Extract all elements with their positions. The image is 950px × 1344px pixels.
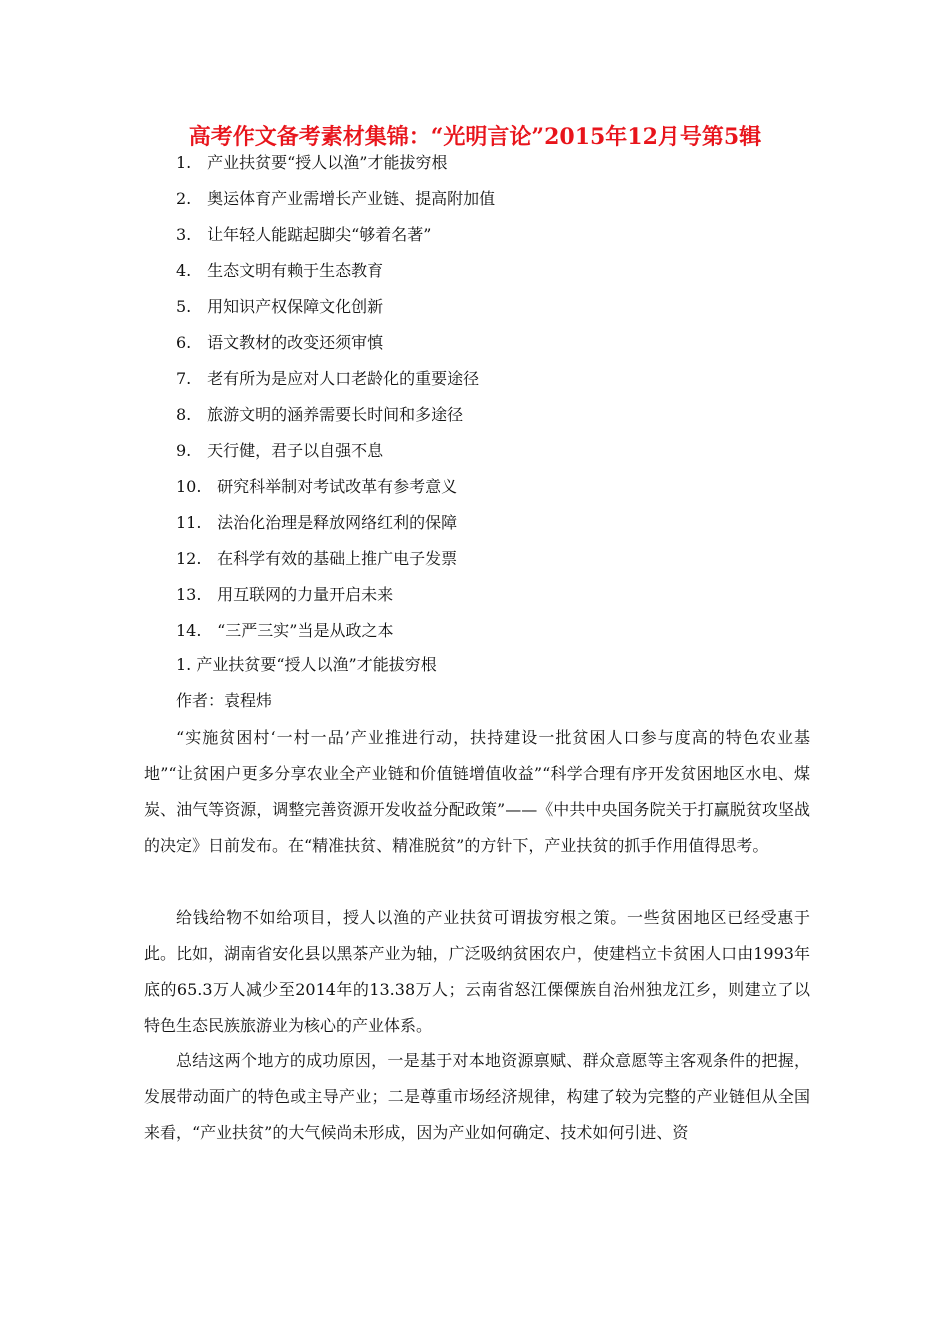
- body-paragraph: 总结这两个地方的成功原因，一是基于对本地资源禀赋、群众意愿等主客观条件的把握，发展带动面广的特色或主导产业；二是尊重市场经济规律，构建了较为完整的产业链但从全国来看，“产业扶贫”的大气候尚未形成，因为产业如何确定、技术如何引进、资: [144, 1051, 810, 1142]
- toc-number: 14.: [176, 621, 202, 640]
- toc-number: 13.: [176, 585, 202, 604]
- toc-text: 语文教材的改变还须审慎: [207, 333, 384, 352]
- toc-text: 奥运体育产业需增长产业链、提高附加值: [207, 189, 496, 208]
- table-of-contents: [176, 150, 495, 654]
- toc-item: [176, 186, 495, 222]
- toc-number: 9.: [176, 441, 192, 460]
- toc-item: [176, 474, 495, 510]
- toc-number: 10.: [176, 477, 202, 496]
- toc-text: 老有所为是应对人口老龄化的重要途径: [207, 369, 480, 388]
- author-line: 作者：袁程炜: [176, 691, 273, 710]
- toc-item: [176, 618, 495, 654]
- toc-text: 产业扶贫要“授人以渔”才能拔穷根: [207, 153, 448, 172]
- toc-text: 旅游文明的涵养需要长时间和多途径: [207, 405, 464, 424]
- toc-number: 6.: [176, 333, 192, 352]
- body-paragraph: 给钱给物不如给项目，授人以渔的产业扶贫可谓拔穷根之策。一些贫困地区已经受惠于此。比如，湖南省安化县以黑茶产业为轴，广泛吸纳贫困农户，使建档立卡贫困人口由1993年底的65.3万人减少至2014年的13.38万人；云南省怒江傈僳族自治州独龙江乡，则建立了以特色生态民族旅游业为核心的产业体系。: [144, 908, 810, 1035]
- toc-item: [176, 222, 495, 258]
- toc-item: [176, 438, 495, 474]
- toc-item: [176, 294, 495, 330]
- toc-number: 2.: [176, 189, 192, 208]
- toc-number: 12.: [176, 549, 202, 568]
- toc-text: 研究科举制对考试改革有参考意义: [217, 477, 458, 496]
- toc-text: 天行健，君子以自强不息: [207, 441, 384, 460]
- toc-text: 用知识产权保障文化创新: [207, 297, 384, 316]
- toc-item: [176, 546, 495, 582]
- document-title: 高考作文备考素材集锦：“光明言论”2015年12月号第5辑: [188, 124, 762, 150]
- toc-number: 5.: [176, 297, 192, 316]
- body-paragraph: “实施贫困村‘一村一品’产业推进行动，扶持建设一批贫困人口参与度高的特色农业基地”“让贫困户更多分享农业全产业链和价值链增值收益”“科学合理有序开发贫困地区水电、煤炭、油气等资源，调整完善资源开发收益分配政策”——《中共中央国务院关于打赢脱贫攻坚战的决定》日前发布。在“精准扶贫、精准脱贫”的方针下，产业扶贫的抓手作用值得思考。: [144, 728, 810, 855]
- toc-item: [176, 366, 495, 402]
- toc-number: 8.: [176, 405, 192, 424]
- toc-text: 让年轻人能踮起脚尖“够着名著”: [207, 225, 432, 244]
- toc-text: 生态文明有赖于生态教育: [207, 261, 384, 280]
- toc-item: [176, 510, 495, 546]
- section-title: 1. 产业扶贫要“授人以渔”才能拔穷根: [176, 655, 437, 674]
- toc-number: 3.: [176, 225, 192, 244]
- toc-number: 4.: [176, 261, 192, 280]
- toc-item: [176, 330, 495, 366]
- toc-item: [176, 582, 495, 618]
- toc-number: 1.: [176, 153, 192, 172]
- toc-text: 用互联网的力量开启未来: [217, 585, 394, 604]
- toc-text: 法治化治理是释放网络红利的保障: [217, 513, 458, 532]
- toc-item: [176, 150, 495, 186]
- toc-text: “三严三实”当是从政之本: [217, 621, 394, 640]
- toc-number: 7.: [176, 369, 192, 388]
- toc-text: 在科学有效的基础上推广电子发票: [217, 549, 458, 568]
- toc-item: [176, 258, 495, 294]
- toc-number: 11.: [176, 513, 202, 532]
- toc-item: [176, 402, 495, 438]
